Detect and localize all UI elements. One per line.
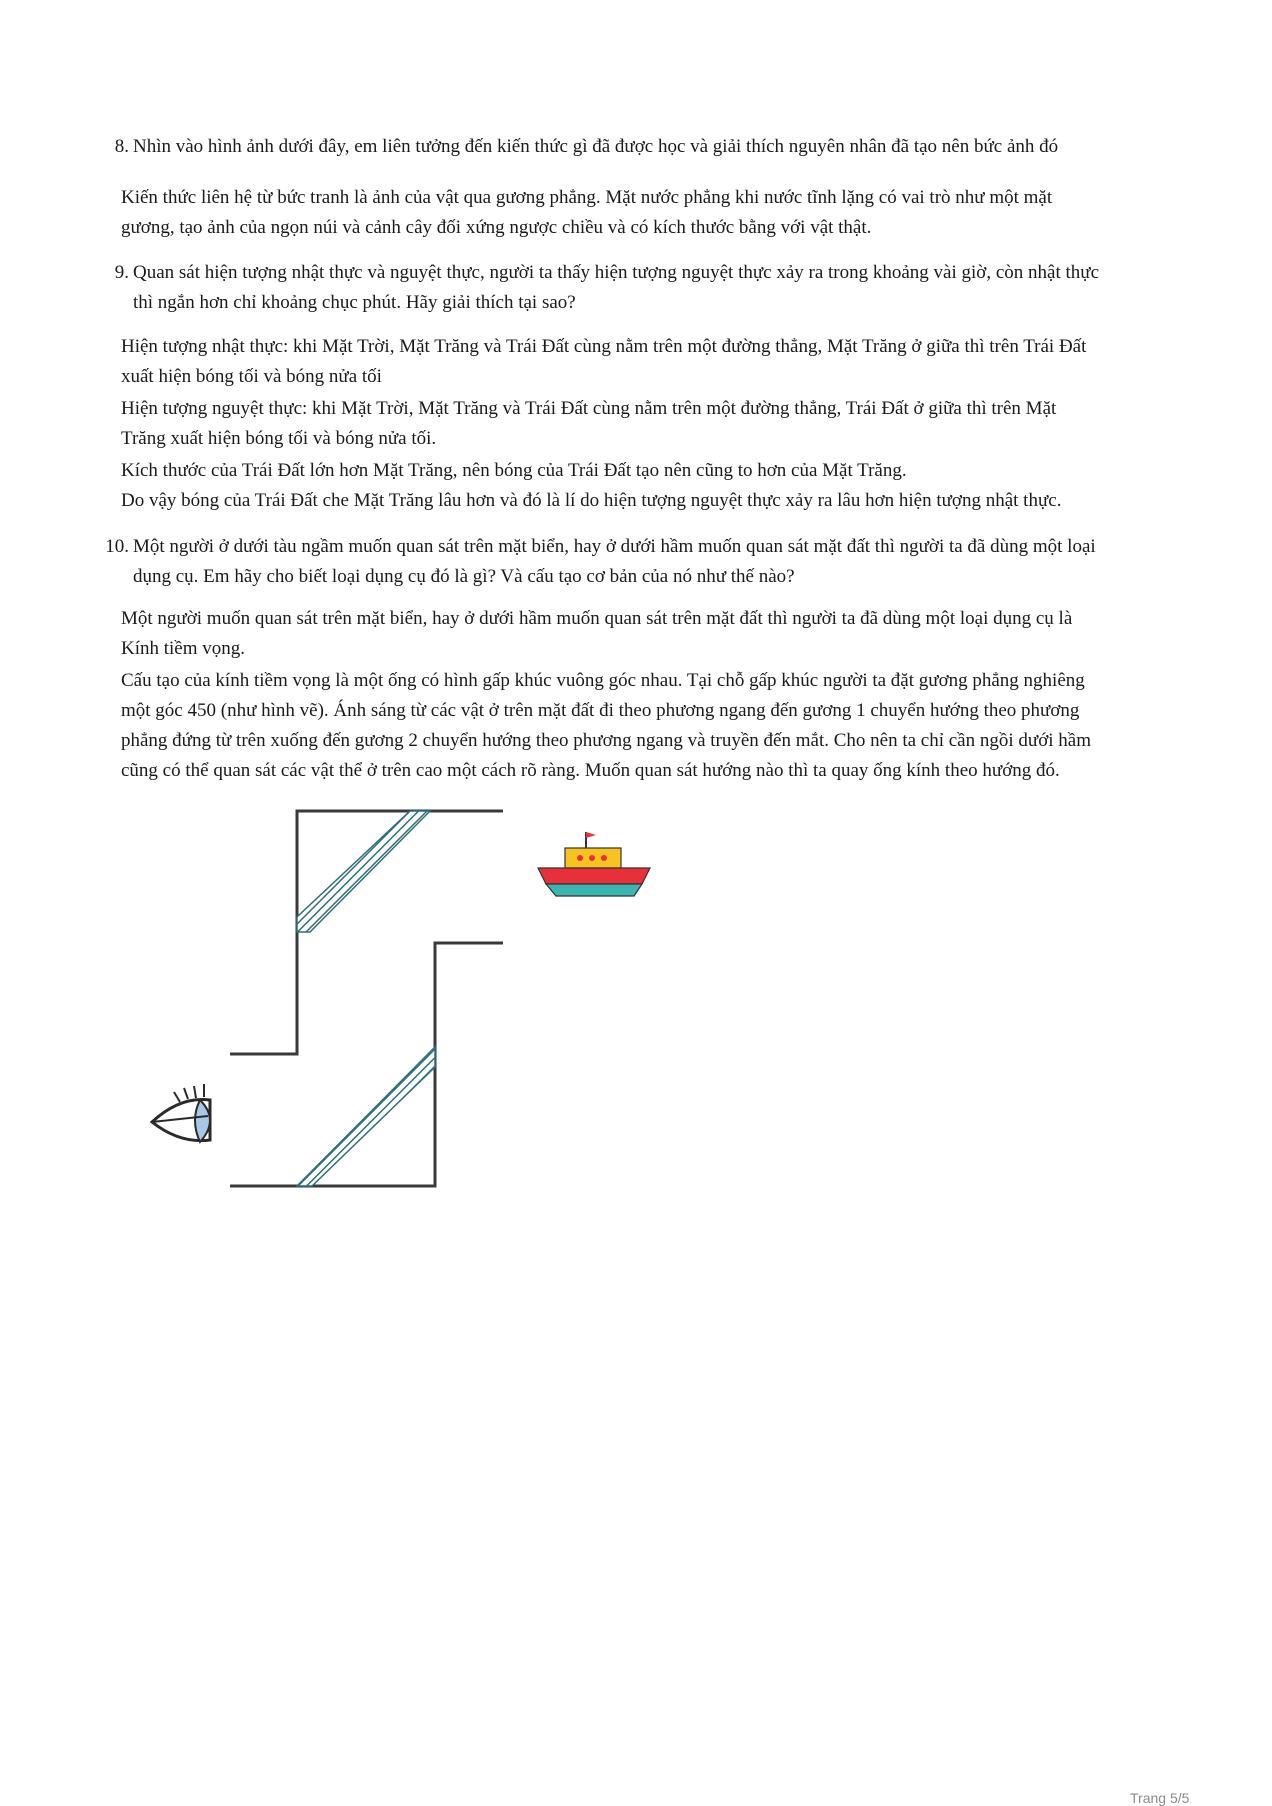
question-number: 8. bbox=[114, 136, 129, 157]
question-text: Nhìn vào hình ảnh dưới đây, em liên tưởng đến kiến thức gì đã được học và giải thích nguyên nhân đã tạo nên bức ảnh đó bbox=[133, 136, 1059, 157]
answer-line: phẳng đứng từ trên xuống đến gương 2 chuyển hướng theo phương ngang và truyền đến mắt. Cho nên ta chỉ cần ngồi dưới hầm bbox=[121, 730, 1091, 751]
answer-line: cũng có thể quan sát các vật thể ở trên cao một cách rõ ràng. Muốn quan sát hướng nào thì ta quay ống kính theo hướng đó. bbox=[121, 760, 1060, 781]
answer-line: Một người muốn quan sát trên mặt biển, hay ở dưới hầm muốn quan sát trên mặt đất thì người ta đã dùng một loại dụng cụ là bbox=[121, 608, 1073, 629]
periscope-tube-inner bbox=[230, 943, 503, 1186]
answer-10 bbox=[121, 604, 1201, 786]
question-9 bbox=[101, 258, 1201, 318]
periscope-figure bbox=[140, 800, 680, 1200]
page-number: Trang 5/5 bbox=[1130, 1790, 1190, 1806]
periscope-tube-outer bbox=[230, 811, 503, 1054]
answer-8 bbox=[121, 183, 1201, 243]
eye-icon bbox=[152, 1084, 210, 1142]
question-text-cont: thì ngắn hơn chỉ khoảng chục phút. Hãy giải thích tại sao? bbox=[133, 292, 576, 313]
answer-9 bbox=[121, 332, 1201, 516]
answer-line: Hiện tượng nhật thực: khi Mặt Trời, Mặt Trăng và Trái Đất cùng nằm trên một đường thẳng, Mặt Trăng ở giữa thì trên Trái Đất bbox=[121, 336, 1087, 357]
question-text: Một người ở dưới tàu ngầm muốn quan sát trên mặt biển, hay ở dưới hầm muốn quan sát mặt đất thì người ta đã dùng một loại bbox=[133, 536, 1096, 557]
answer-line: Cấu tạo của kính tiềm vọng là một ống có hình gấp khúc vuông góc nhau. Tại chỗ gấp khúc người ta đặt gương phẳng nghiêng bbox=[121, 670, 1085, 691]
question-8 bbox=[101, 132, 1201, 162]
question-text-cont: dụng cụ. Em hãy cho biết loại dụng cụ đó là gì? Và cấu tạo cơ bản của nó như thế nào? bbox=[133, 566, 795, 587]
question-10 bbox=[101, 532, 1201, 592]
mirror-2 bbox=[297, 1047, 435, 1186]
answer-line: Kích thước của Trái Đất lớn hơn Mặt Trăng, nên bóng của Trái Đất tạo nên cũng to hơn của Mặt Trăng. bbox=[121, 460, 907, 481]
question-number: 9. bbox=[114, 262, 129, 283]
answer-line: Kính tiềm vọng. bbox=[121, 638, 246, 659]
answer-line: Do vậy bóng của Trái Đất che Mặt Trăng lâu hơn và đó là lí do hiện tượng nguyệt thực xảy ra lâu hơn hiện tượng nhật thực. bbox=[121, 490, 1062, 511]
answer-line: gương, tạo ảnh của ngọn núi và cảnh cây đối xứng ngược chiều và có kích thước bằng với vật thật. bbox=[121, 217, 872, 238]
mirror-1 bbox=[297, 811, 430, 932]
answer-line: Trăng xuất hiện bóng tối và bóng nửa tối. bbox=[121, 428, 437, 449]
answer-line: Hiện tượng nguyệt thực: khi Mặt Trời, Mặt Trăng và Trái Đất cùng nằm trên một đường thẳng, Trái Đất ở giữa thì trên Mặt bbox=[121, 398, 1057, 419]
answer-line: một góc 450 (như hình vẽ). Ánh sáng từ các vật ở trên mặt đất đi theo phương ngang đến gương 1 chuyển hướng theo phương bbox=[121, 700, 1080, 721]
question-number: 10. bbox=[105, 536, 129, 557]
boat-icon bbox=[538, 832, 650, 896]
question-text: Quan sát hiện tượng nhật thực và nguyệt thực, người ta thấy hiện tượng nguyệt thực xảy ra trong khoảng vài giờ, còn nhật thực bbox=[133, 262, 1100, 283]
answer-line: xuất hiện bóng tối và bóng nửa tối bbox=[121, 366, 382, 387]
answer-line: Kiến thức liên hệ từ bức tranh là ảnh của vật qua gương phẳng. Mặt nước phẳng khi nước tĩnh lặng có vai trò như một mặt bbox=[121, 187, 1053, 208]
